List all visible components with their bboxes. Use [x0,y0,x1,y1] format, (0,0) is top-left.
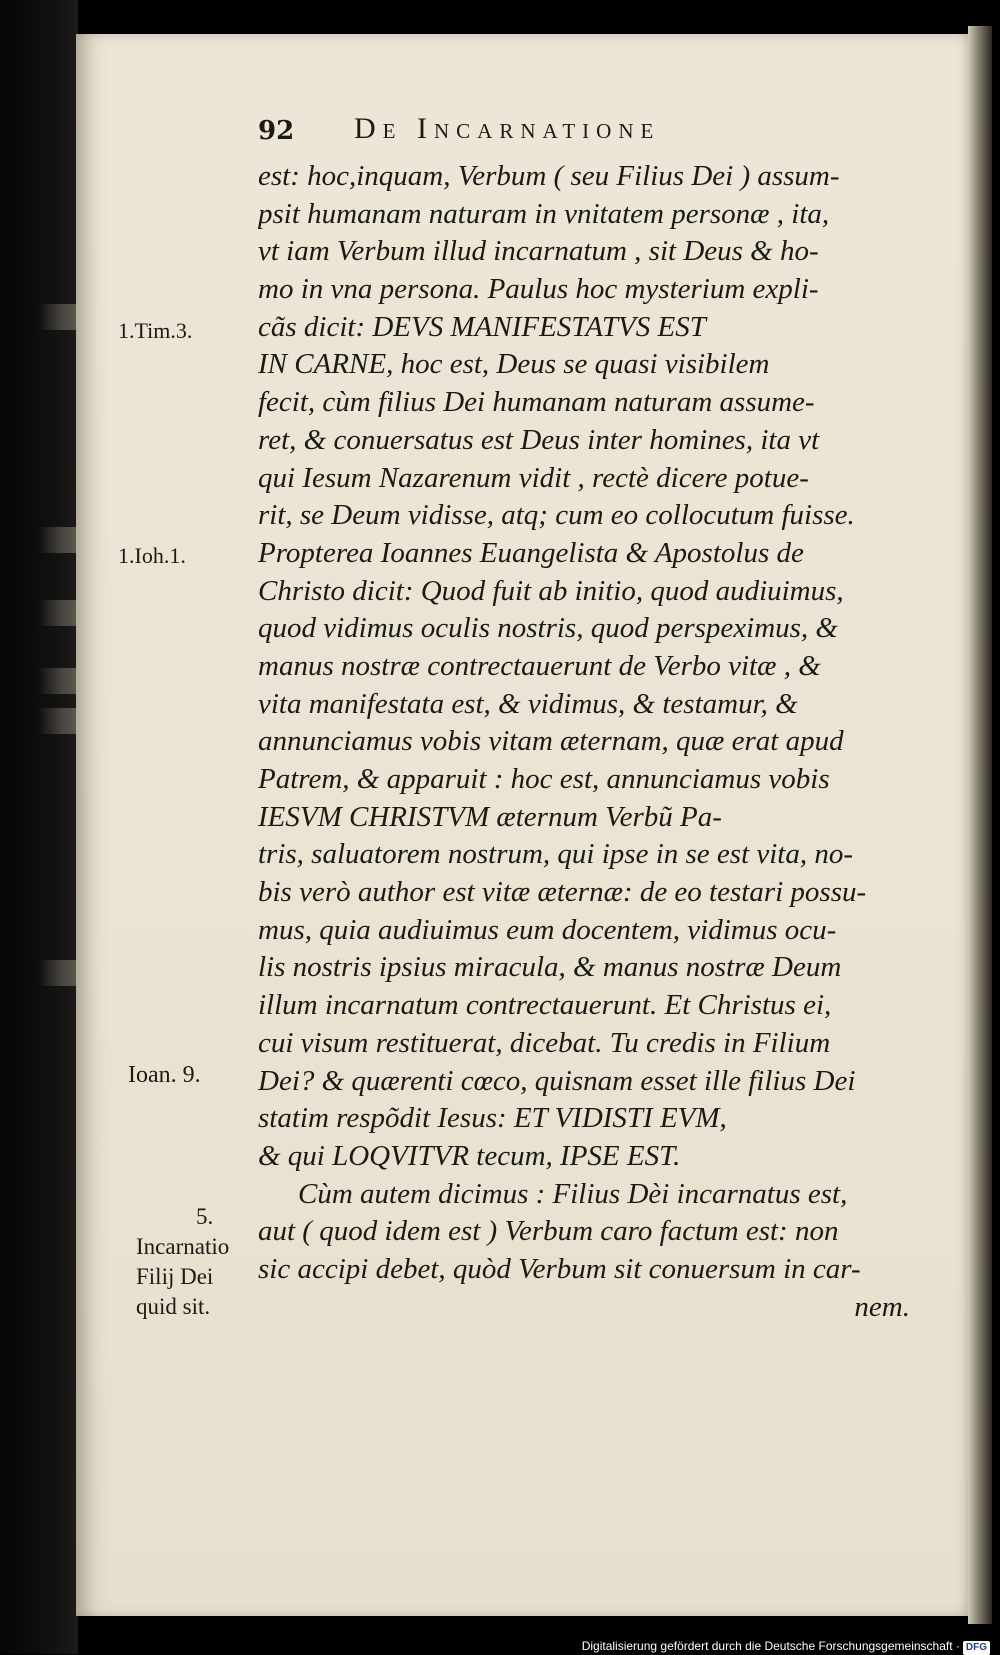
text-line: mo in vna persona. Paulus hoc mysterium expli- [258,273,819,306]
main-text [258,158,910,1326]
credit-text: Digitalisierung gefördert durch die Deutsche Forschungsgemeinschaft · [581,1639,960,1653]
section-number: 5. [196,1204,214,1229]
text-line: mus, quia audiuimus eum docentem, vidimus ocu- [258,913,837,946]
book-gutter [0,0,78,1654]
text-line: Cùm autem dicimus : Filius Dèi incarnatus est, [298,1177,848,1210]
text-line: IESVM CHRISTVM æternum Verbũ Pa- [258,800,722,833]
section-note-line: quid sit. [136,1294,211,1319]
bleed-through-mark [38,960,78,986]
section-note [136,1202,286,1322]
bleed-through-mark [38,668,78,694]
margin-note-timothy: 1.Tim.3. [118,318,193,343]
text-line: illum incarnatum contrectauerunt. Et Christus ei, [258,989,832,1022]
text-line: Propterea Ioannes Euangelista & Apostolus de [258,536,804,569]
text-line: Patrem, & apparuit : hoc est, annunciamus vobis [258,763,830,795]
text-line: & qui LOQVITVR tecum, IPSE EST. [258,1139,681,1172]
text-line: vita manifestata est, & vidimus, & testamur, & [258,687,798,720]
text-line: Dei? & quærenti cœco, quisnam esset ille filius Dei [258,1064,856,1097]
text-line: est: hoc,inquam, Verbum ( seu Filius Dei ) assum- [258,160,840,192]
section-note-line: Filij Dei [136,1264,214,1289]
text-line: psit humanam naturam in vnitatem personæ , ita, [258,197,830,230]
text-line: annunciamus vobis vitam æternam, quæ erat apud [258,725,844,758]
bleed-through-mark [38,527,78,553]
text-line: quod vidimus oculis nostris, quod perspeximus, & [258,612,838,645]
bleed-through-mark [38,600,78,626]
margin-note-john-9: Ioan. 9. [128,1062,201,1088]
page-fore-edge [968,26,992,1624]
text-line: qui Iesum Nazarenum vidit , rectè dicere potue- [258,461,809,494]
text-line: cui visum restituerat, dicebat. Tu credis in Filium [258,1026,831,1059]
running-head [258,112,818,152]
dfg-logo: DFG [963,1641,990,1655]
text-line: aut ( quod idem est ) Verbum caro factum est: non [258,1215,839,1248]
text-line: Christo dicit: Quod fuit ab initio, quod audiuimus, [258,574,844,607]
text-line: vt iam Verbum illud incarnatum , sit Deus & ho- [258,235,819,268]
running-head-title: De Incarnatione [354,112,661,145]
text-line: sic accipi debet, quòd Verbum sit conuersum in car- [258,1252,861,1285]
digitization-credit [582,1638,990,1654]
text-line: ret, & conuersatus est Deus inter homines, ita vt [258,423,820,456]
text-line: manus nostræ contrectauerunt de Verbo vitæ , & [258,649,821,682]
text-line: statim respõdit Iesus: ET VIDISTI EVM, [258,1102,727,1135]
section-note-line: Incarnatio [136,1234,230,1259]
text-line: nem. [854,1290,910,1323]
text-line: cãs dicit: DEVS MANIFESTATVS EST [258,310,706,343]
margin-note-john: 1.Ioh.1. [118,543,186,568]
bleed-through-mark [38,708,78,734]
text-line: tris, saluatorem nostrum, qui ipse in se est vita, no- [258,838,854,871]
text-line: fecit, cùm filius Dei humanam naturam assume- [258,386,815,419]
text-line: IN CARNE, hoc est, Deus se quasi visibilem [258,348,770,381]
page-number: 92 [258,116,295,146]
bleed-through-mark [38,304,78,330]
text-line: bis verò author est vitæ æternæ: de eo testari possu- [258,876,867,909]
text-line: lis nostris ipsius miracula, & manus nostræ Deum [258,951,842,984]
text-line: rit, se Deum vidisse, atq; cum eo collocutum fuisse. [258,499,855,532]
